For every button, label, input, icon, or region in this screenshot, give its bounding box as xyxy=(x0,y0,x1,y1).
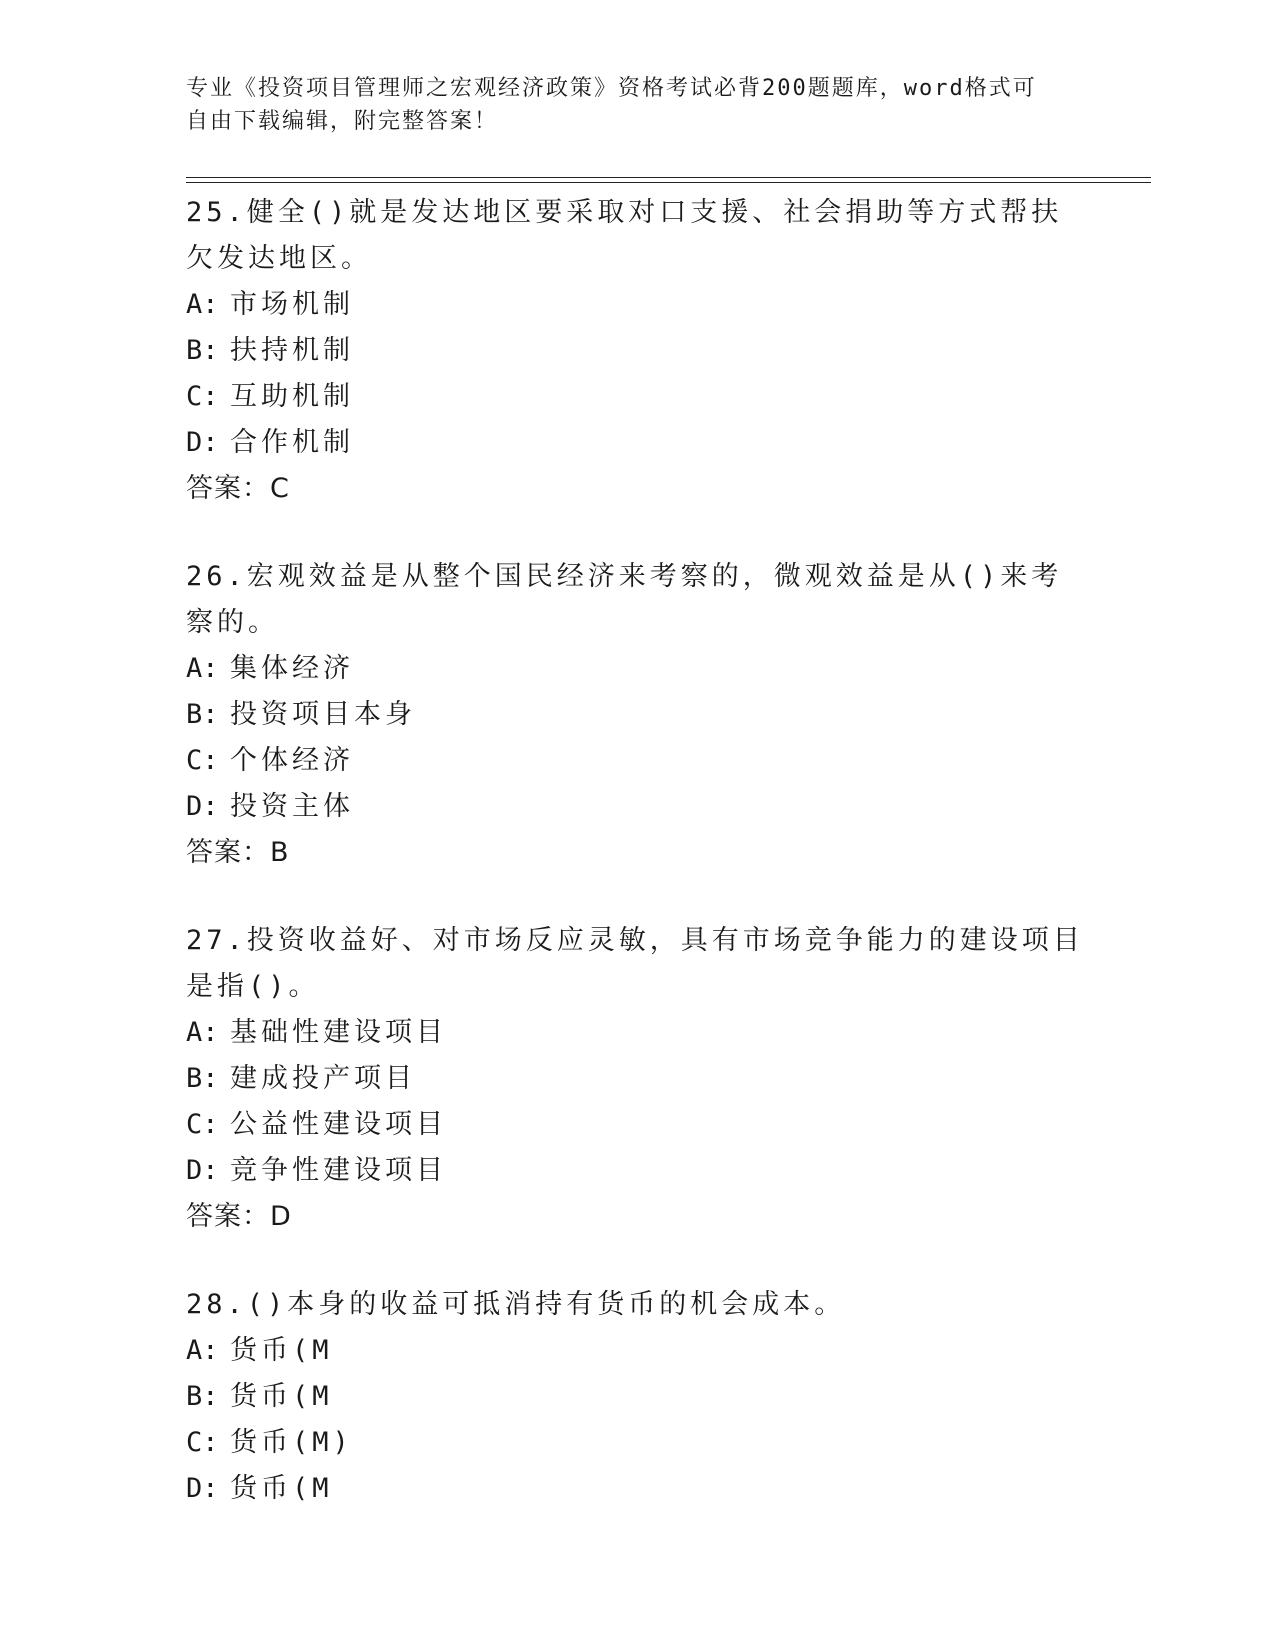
option-b xyxy=(186,692,1086,738)
option-text: 投资主体 xyxy=(230,791,354,822)
answer-line: 答案：C xyxy=(186,473,290,504)
option-letter: A: xyxy=(186,653,219,684)
option-a xyxy=(186,282,1086,328)
option-d xyxy=(186,1466,1086,1512)
option-text: 公益性建设项目 xyxy=(230,1109,447,1140)
answer-line: 答案：D xyxy=(186,1201,292,1232)
option-b xyxy=(186,1056,1086,1102)
option-text: 货币(M xyxy=(230,1335,333,1366)
question-25 xyxy=(186,190,1086,512)
question-stem: 25.健全()就是发达地区要采取对口支援、社会捐助等方式帮扶欠发达地区。 xyxy=(186,197,1063,274)
question-stem: 28.()本身的收益可抵消持有货币的机会成本。 xyxy=(186,1289,846,1320)
option-a xyxy=(186,1010,1086,1056)
option-d xyxy=(186,784,1086,830)
option-text: 货币(M xyxy=(230,1381,333,1412)
option-letter: C: xyxy=(186,1427,219,1458)
option-text: 市场机制 xyxy=(230,289,354,320)
question-28 xyxy=(186,1282,1086,1512)
option-text: 基础性建设项目 xyxy=(230,1017,447,1048)
option-text: 建成投产项目 xyxy=(230,1063,416,1094)
question-stem: 27.投资收益好、对市场反应灵敏，具有市场竞争能力的建设项目是指()。 xyxy=(186,925,1084,1002)
option-a xyxy=(186,1328,1086,1374)
header-divider-bottom xyxy=(186,182,1151,183)
option-c xyxy=(186,1102,1086,1148)
option-text: 集体经济 xyxy=(230,653,354,684)
option-text: 竞争性建设项目 xyxy=(230,1155,447,1186)
option-text: 货币(M xyxy=(230,1473,333,1504)
header-line-2: 自由下载编辑，附完整答案！ xyxy=(186,109,499,134)
option-text: 扶持机制 xyxy=(230,335,354,366)
option-letter: C: xyxy=(186,381,219,412)
option-c xyxy=(186,1420,1086,1466)
answer-line: 答案：B xyxy=(186,837,290,868)
option-c xyxy=(186,738,1086,784)
option-b xyxy=(186,1374,1086,1420)
option-letter: D: xyxy=(186,427,219,458)
option-letter: D: xyxy=(186,791,219,822)
document-header xyxy=(186,72,1086,138)
option-letter: A: xyxy=(186,1017,219,1048)
option-c xyxy=(186,374,1086,420)
question-list xyxy=(186,190,1086,1512)
option-letter: C: xyxy=(186,1109,219,1140)
option-letter: B: xyxy=(186,699,219,730)
option-text: 合作机制 xyxy=(230,427,354,458)
option-letter: B: xyxy=(186,1381,219,1412)
option-a xyxy=(186,646,1086,692)
option-letter: A: xyxy=(186,289,219,320)
option-letter: A: xyxy=(186,1335,219,1366)
option-text: 货币(M) xyxy=(230,1427,353,1458)
option-letter: B: xyxy=(186,1063,219,1094)
option-d xyxy=(186,1148,1086,1194)
option-letter: B: xyxy=(186,335,219,366)
option-letter: D: xyxy=(186,1155,219,1186)
option-b xyxy=(186,328,1086,374)
option-text: 个体经济 xyxy=(230,745,354,776)
question-stem: 26.宏观效益是从整个国民经济来考察的，微观效益是从()来考察的。 xyxy=(186,561,1063,638)
option-d xyxy=(186,420,1086,466)
option-letter: C: xyxy=(186,745,219,776)
question-27 xyxy=(186,918,1086,1240)
option-text: 互助机制 xyxy=(230,381,354,412)
header-line-1: 专业《投资项目管理师之宏观经济政策》资格考试必背200题题库，word格式可 xyxy=(186,76,1037,101)
header-divider-top xyxy=(186,177,1151,178)
option-text: 投资项目本身 xyxy=(230,699,416,730)
question-26 xyxy=(186,554,1086,876)
option-letter: D: xyxy=(186,1473,219,1504)
